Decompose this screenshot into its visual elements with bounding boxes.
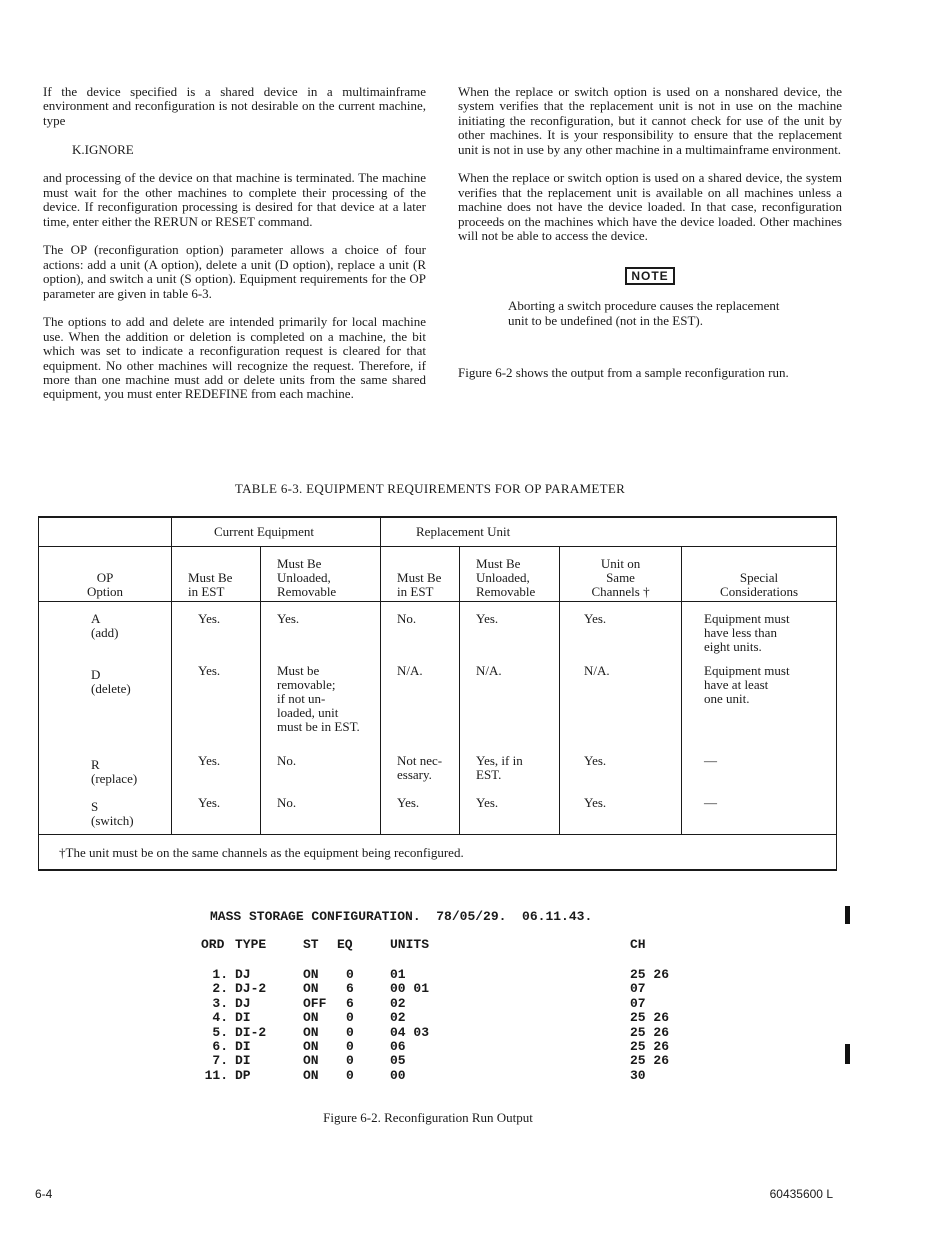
cell-line: R: [91, 757, 100, 772]
paragraph: The OP (reconfiguration option) parameter allows a choice of four actions: add a unit (A option), delete a unit (D option), replace a unit (R option), and switch a unit (S option). Equipment requirements for the OP parameter are given in table 6-3.: [43, 242, 426, 301]
cell-line: Not nec-: [397, 753, 443, 768]
col-header-eq: EQ: [337, 937, 353, 952]
header-must-be-unloaded: [460, 547, 560, 602]
cell-line: Yes.: [476, 611, 499, 626]
cell-line: in EST: [188, 584, 225, 599]
output-type: DP: [235, 1067, 251, 1083]
table-row: [39, 602, 837, 655]
cell-line: must be in EST.: [277, 719, 360, 734]
cell-same-channels: [560, 602, 682, 655]
table-group-empty-cell: [39, 517, 172, 547]
cell-line: Yes.: [198, 663, 221, 678]
cell-special-considerations: [682, 654, 837, 744]
cell-line: Equipment must: [704, 663, 790, 678]
cell-line: Must be: [277, 663, 320, 678]
output-ord: 7.: [212, 1053, 228, 1069]
output-eq: 6: [346, 995, 354, 1011]
cell-replacement-in-est: [381, 744, 460, 786]
note-label: NOTE: [625, 267, 674, 285]
page-number: 6-4: [35, 1187, 53, 1201]
cell-line: Yes.: [584, 795, 607, 810]
cell-current-in-est: [172, 602, 261, 655]
figure-caption: Figure 6-2. Reconfiguration Run Output: [323, 1110, 533, 1125]
output-st: ON: [303, 981, 319, 997]
output-eq: 0: [346, 1010, 354, 1026]
cell-line: N/A.: [476, 663, 502, 678]
cell-line: Yes.: [584, 611, 607, 626]
cell-line: No.: [277, 753, 297, 768]
cell-current-unloaded: [261, 602, 381, 655]
paragraph: Figure 6-2 shows the output from a sample reconfiguration run.: [458, 365, 789, 381]
cell-line: S: [91, 799, 99, 814]
output-type: DI: [235, 1053, 251, 1069]
cell-line: one unit.: [704, 691, 750, 706]
table-group-header-row: [39, 517, 837, 547]
output-ord: 6.: [212, 1039, 228, 1054]
cell-line: Special: [739, 570, 779, 585]
cell-line: if not un-: [277, 691, 326, 706]
output-ord: 11.: [204, 1067, 228, 1083]
table-footnote-row: [39, 835, 837, 871]
cell-replacement-unloaded: [460, 786, 560, 835]
group-replacement-unit: Replacement Unit: [381, 517, 837, 547]
cell-line: Yes.: [476, 795, 499, 810]
cell-line: essary.: [397, 767, 432, 782]
output-eq: 0: [346, 1024, 354, 1040]
cell-line: Must Be: [188, 570, 233, 585]
cell-line: EST.: [476, 767, 502, 782]
cell-replacement-in-est: [381, 786, 460, 835]
output-st: OFF: [303, 995, 327, 1011]
cell-replacement-unloaded: [460, 602, 560, 655]
col-header-type: TYPE: [235, 937, 267, 952]
cell-line: in EST: [397, 584, 434, 599]
output-ch: 07: [630, 981, 646, 997]
header-op-option: [39, 547, 172, 602]
output-type: DJ: [235, 995, 251, 1011]
output-ord: 3.: [212, 995, 228, 1011]
cell-line: A: [91, 611, 101, 626]
output-ord: 1.: [212, 967, 228, 982]
cell-line: have at least: [704, 677, 769, 692]
paragraph: When the replace or switch option is used on a nonshared device, the system verifies that the replacement unit is not in use on the machine initiating the reconfiguration, but it cannot check for use of the unit by other machines. It is your responsibility to ensure that the replacement unit is not in use by any other machine in a multimainframe environment.: [458, 84, 842, 157]
output-st: ON: [303, 967, 319, 982]
cell-current-unloaded: [261, 786, 381, 835]
output-title: MASS STORAGE CONFIGURATION. 78/05/29. 06.11.43.: [210, 909, 593, 924]
group-current-equipment: Current Equipment: [172, 517, 381, 547]
note-text: Aborting a switch procedure causes the replacement unit to be undefined (not in the EST).: [508, 298, 780, 328]
cell-line: Must Be: [476, 556, 521, 571]
cell-special-considerations: [682, 744, 837, 786]
output-ch: 25 26: [630, 1053, 670, 1069]
cell-line: D: [91, 667, 101, 682]
cell-line: Removable: [277, 584, 337, 599]
col-header-ord: ORD: [201, 937, 225, 952]
cell-line: No.: [277, 795, 297, 810]
output-eq: 0: [346, 1039, 354, 1054]
output-units: 02: [390, 995, 406, 1011]
cell-op-option: [39, 786, 172, 835]
command-example: K.IGNORE: [72, 141, 134, 157]
cell-current-unloaded: [261, 654, 381, 744]
output-eq: 0: [346, 1053, 354, 1069]
cell-line: —: [704, 795, 718, 810]
output-eq: 0: [346, 967, 354, 982]
cell-line: removable;: [277, 677, 336, 692]
table-row: [39, 786, 837, 835]
cell-line: N/A.: [584, 663, 610, 678]
cell-op-option: [39, 744, 172, 786]
change-bar: [845, 906, 850, 924]
cell-line: No.: [397, 611, 417, 626]
output-eq: 6: [346, 981, 354, 997]
header-special-considerations: [682, 547, 837, 602]
document-number: 60435600 L: [769, 1187, 833, 1201]
paragraph: If the device specified is a shared device in a multimainframe environment and reconfiguration is not desirable on the current machine, type: [43, 84, 426, 128]
cell-line: Option: [86, 584, 124, 599]
output-units: 04 03: [390, 1024, 430, 1040]
cell-line: loaded, unit: [277, 705, 339, 720]
cell-same-channels: [560, 654, 682, 744]
table-footnote: †The unit must be on the same channels as the equipment being reconfigured.: [39, 835, 837, 871]
output-ord: 5.: [212, 1024, 228, 1040]
output-type: DJ: [235, 967, 251, 982]
output-units: 00 01: [390, 981, 430, 997]
output-units: 00: [390, 1067, 406, 1083]
table-row: [39, 744, 837, 786]
cell-same-channels: [560, 786, 682, 835]
output-units: 05: [390, 1053, 406, 1069]
cell-current-in-est: [172, 744, 261, 786]
output-type: DI-2: [235, 1024, 267, 1040]
table-title: TABLE 6-3. EQUIPMENT REQUIREMENTS FOR OP PARAMETER: [234, 481, 626, 496]
cell-line: have less than: [704, 625, 777, 640]
cell-line: Considerations: [720, 584, 799, 599]
output-type: DJ-2: [235, 981, 267, 997]
cell-line: Yes.: [584, 753, 607, 768]
cell-current-in-est: [172, 786, 261, 835]
header-must-be-in-est: [381, 547, 460, 602]
equipment-requirements-table: [38, 516, 837, 871]
cell-replacement-unloaded: [460, 744, 560, 786]
cell-line: Yes.: [198, 753, 221, 768]
output-st: ON: [303, 1067, 319, 1083]
output-st: ON: [303, 1053, 319, 1069]
cell-line: (add): [91, 625, 119, 640]
output-st: ON: [303, 1024, 319, 1040]
cell-special-considerations: [682, 786, 837, 835]
output-ch: 25 26: [630, 1010, 670, 1026]
cell-line: eight units.: [704, 639, 762, 654]
cell-line: Yes, if in: [476, 753, 523, 768]
output-type: DI: [235, 1039, 251, 1054]
col-header-st: ST: [303, 937, 319, 952]
cell-line: Yes.: [277, 611, 300, 626]
cell-current-in-est: [172, 654, 261, 744]
output-ord: 4.: [212, 1010, 228, 1026]
output-ch: 07: [630, 995, 646, 1011]
cell-line: OP: [96, 570, 114, 585]
cell-line: Must Be: [397, 570, 442, 585]
output-ch: 30: [630, 1067, 646, 1083]
cell-line: Unloaded,: [277, 570, 331, 585]
right-column: [458, 85, 842, 395]
paragraph: When the replace or switch option is used on a shared device, the system verifies that the replacement unit is available on all machines unless a machine does not have the device loaded. In that case, reconfiguration proceeds on the machines which have the device loaded. Other machines will not be able to access the device.: [458, 170, 842, 244]
output-units: 02: [390, 1010, 406, 1026]
cell-line: —: [704, 753, 718, 768]
cell-replacement-unloaded: [460, 654, 560, 744]
output-ch: 25 26: [630, 1039, 670, 1054]
cell-line: Must Be: [277, 556, 322, 571]
cell-replacement-in-est: [381, 654, 460, 744]
output-ord: 2.: [212, 981, 228, 997]
cell-same-channels: [560, 744, 682, 786]
note-heading: [458, 267, 842, 285]
output-eq: 0: [346, 1067, 354, 1083]
cell-line: Equipment must: [704, 611, 790, 626]
cell-current-unloaded: [261, 744, 381, 786]
output-units: 01: [390, 967, 406, 982]
left-column: [43, 85, 426, 416]
cell-line: Removable: [476, 584, 536, 599]
paragraph: The options to add and delete are intended primarily for local machine use. When the addition or deletion is completed on a machine, the bit which was set to indicate a reconfiguration request is cleared for that equipment. No other machines will recognize the request. Therefore, if more than one machine must add or delete units from the same shared equipment, you must enter REDEFINE from each machine.: [43, 314, 426, 402]
cell-line: (delete): [91, 681, 131, 696]
cell-line: N/A.: [397, 663, 423, 678]
paragraph: and processing of the device on that machine is terminated. The machine must wait for the other machines to complete their processing of the device. If reconfiguration processing is desired for that device at a later time, enter either the RERUN or RESET command.: [43, 170, 426, 229]
output-ch: 25 26: [630, 1024, 670, 1040]
cell-line: Channels †: [591, 584, 650, 599]
cell-line: (switch): [91, 813, 134, 828]
output-st: ON: [303, 1010, 319, 1026]
cell-line: Unit on: [600, 556, 641, 571]
output-st: ON: [303, 1039, 319, 1054]
col-header-units: UNITS: [390, 937, 430, 952]
cell-line: Same: [606, 570, 635, 585]
table-header-row: [39, 547, 837, 602]
cell-special-considerations: [682, 602, 837, 655]
table-row: [39, 654, 837, 744]
cell-line: Unloaded,: [476, 570, 530, 585]
cell-replacement-in-est: [381, 602, 460, 655]
cell-op-option: [39, 602, 172, 655]
header-must-be-in-est: [172, 547, 261, 602]
col-header-ch: CH: [630, 937, 646, 952]
cell-line: Yes.: [198, 795, 221, 810]
output-type: DI: [235, 1010, 251, 1026]
cell-line: Yes.: [397, 795, 420, 810]
change-bar: [845, 1044, 850, 1064]
cell-op-option: [39, 654, 172, 744]
output-ch: 25 26: [630, 967, 670, 982]
header-unit-on-same-channels: [560, 547, 682, 602]
output-units: 06: [390, 1039, 406, 1054]
cell-line: Yes.: [198, 611, 221, 626]
cell-line: (replace): [91, 771, 138, 786]
header-must-be-unloaded: [261, 547, 381, 602]
